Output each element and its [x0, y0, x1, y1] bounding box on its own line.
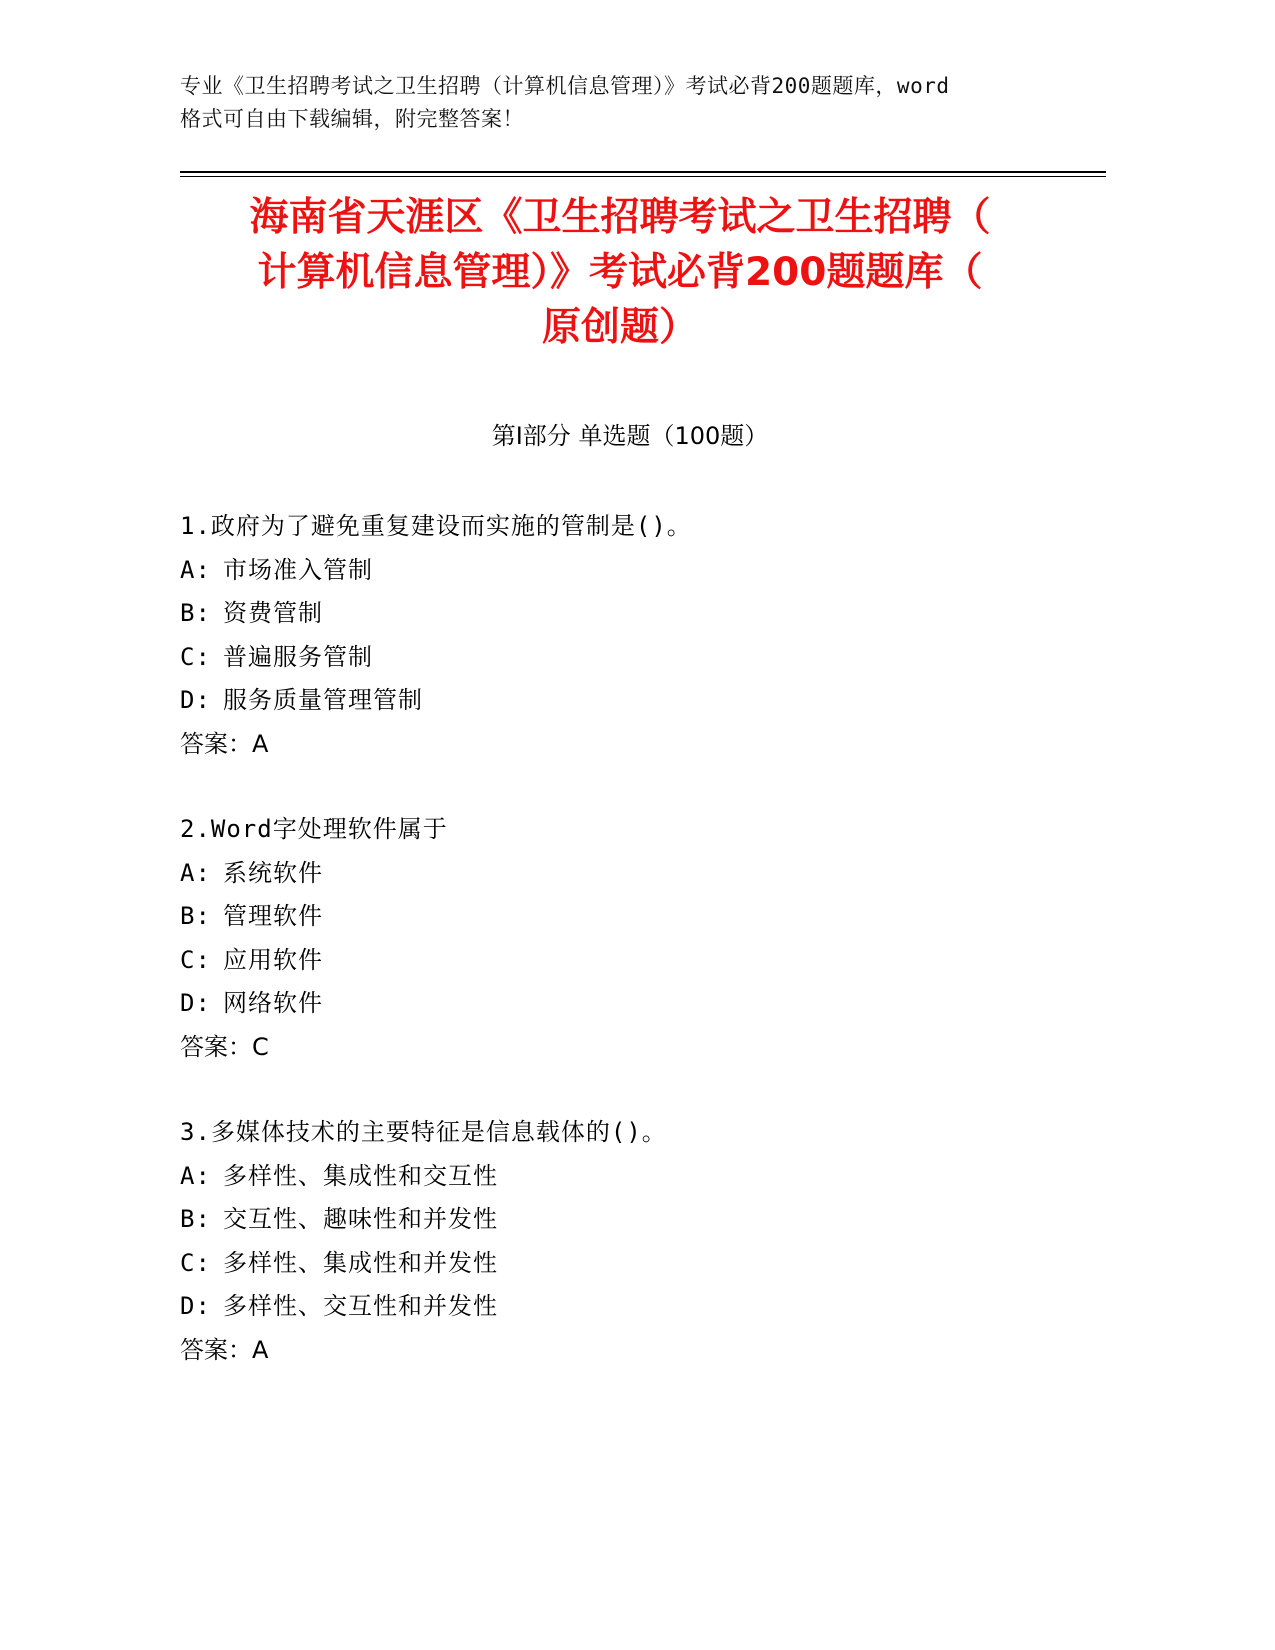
option-text: 服务质量管理管制 — [223, 686, 423, 714]
question-item — [180, 808, 1080, 1069]
option-text: 市场准入管制 — [223, 555, 373, 584]
question-stem: 1.政府为了避免重复建设而实施的管制是()。 — [180, 512, 692, 540]
option-text: 普遍服务管制 — [223, 642, 373, 671]
option-text: 系统软件 — [223, 858, 323, 887]
title-line-2: 计算机信息管理）》考试必背200题题库（ — [257, 250, 983, 295]
header-divider-thick — [180, 171, 1106, 173]
option-b — [180, 592, 1080, 636]
answer-line: 答案：C — [180, 1032, 269, 1061]
option-a — [180, 1155, 1080, 1199]
header-divider-thin — [180, 176, 1106, 177]
header-line-2: 格式可自由下载编辑，附完整答案！ — [180, 107, 524, 131]
option-key: D: — [180, 989, 211, 1017]
question-item — [180, 505, 1080, 766]
option-key: D: — [180, 686, 211, 714]
option-text: 多样性、集成性和交互性 — [223, 1161, 498, 1190]
option-key: C: — [180, 945, 211, 974]
title-line-1: 海南省天涯区《卫生招聘考试之卫生招聘（ — [249, 195, 991, 240]
question-stem: 3.多媒体技术的主要特征是信息载体的()。 — [180, 1118, 667, 1146]
option-key: C: — [180, 1248, 211, 1277]
option-key: B: — [180, 902, 211, 930]
question-stem: 2.Word字处理软件属于 — [180, 815, 448, 843]
option-d — [180, 982, 1080, 1026]
option-text: 多样性、交互性和并发性 — [223, 1292, 498, 1320]
option-text: 资费管制 — [223, 599, 323, 627]
option-c — [180, 1242, 1080, 1286]
option-a — [180, 549, 1080, 593]
option-a — [180, 852, 1080, 896]
option-key: D: — [180, 1292, 211, 1320]
option-key: B: — [180, 599, 211, 627]
document-header-note — [180, 70, 1060, 136]
question-list — [180, 505, 1080, 1414]
option-d — [180, 679, 1080, 723]
option-b — [180, 1198, 1080, 1242]
document-title — [180, 190, 1060, 355]
option-text: 应用软件 — [223, 945, 323, 974]
option-text: 交互性、趣味性和并发性 — [223, 1205, 498, 1233]
option-key: A: — [180, 555, 211, 584]
option-text: 网络软件 — [223, 989, 323, 1017]
option-text: 多样性、集成性和并发性 — [223, 1248, 498, 1277]
answer-line: 答案：A — [180, 1335, 269, 1364]
option-b — [180, 895, 1080, 939]
question-item — [180, 1111, 1080, 1372]
option-key: B: — [180, 1205, 211, 1233]
option-d — [180, 1285, 1080, 1329]
header-line-1: 专业《卫生招聘考试之卫生招聘（计算机信息管理）》考试必背200题题库，word — [180, 74, 950, 98]
option-c — [180, 636, 1080, 680]
option-key: C: — [180, 642, 211, 671]
title-line-3: 原创题） — [541, 305, 698, 350]
section-heading: 第Ⅰ部分 单选题（100题） — [491, 422, 769, 450]
answer-line: 答案：A — [180, 729, 269, 758]
option-key: A: — [180, 1161, 211, 1190]
option-text: 管理软件 — [223, 902, 323, 930]
option-key: A: — [180, 858, 211, 887]
option-c — [180, 939, 1080, 983]
